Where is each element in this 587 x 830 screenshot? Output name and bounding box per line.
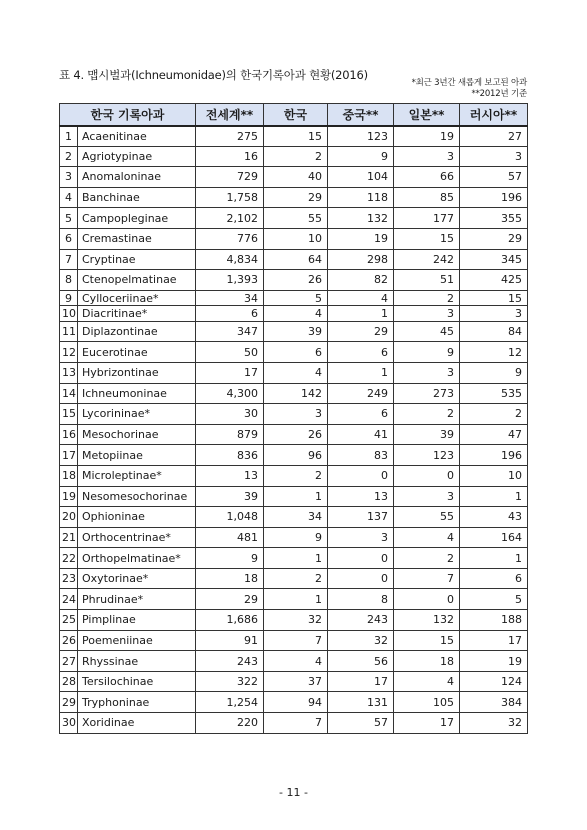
- cell-world: 243: [196, 651, 264, 672]
- cell-korea: 4: [264, 306, 328, 322]
- cell-name: Ophioninae: [78, 507, 196, 528]
- cell-china: 118: [328, 187, 394, 208]
- cell-world: 6: [196, 306, 264, 322]
- table-row: [60, 548, 528, 569]
- cell-japan: 15: [394, 630, 460, 651]
- cell-name: Cryptinae: [78, 249, 196, 270]
- subfamily-table: [59, 103, 528, 734]
- cell-china: 9: [328, 146, 394, 167]
- cell-world: 1,393: [196, 270, 264, 291]
- cell-china: 82: [328, 270, 394, 291]
- cell-china: 137: [328, 507, 394, 528]
- cell-world: 29: [196, 589, 264, 610]
- cell-korea: 2: [264, 146, 328, 167]
- cell-world: 34: [196, 290, 264, 306]
- cell-china: 0: [328, 548, 394, 569]
- cell-no: 28: [60, 671, 78, 692]
- cell-name: Tersilochinae: [78, 671, 196, 692]
- cell-russia: 3: [460, 306, 528, 322]
- cell-no: 16: [60, 424, 78, 445]
- cell-world: 4,300: [196, 383, 264, 404]
- cell-no: 7: [60, 249, 78, 270]
- cell-no: 6: [60, 228, 78, 249]
- cell-china: 0: [328, 568, 394, 589]
- cell-japan: 19: [394, 126, 460, 147]
- cell-korea: 26: [264, 424, 328, 445]
- cell-russia: 17: [460, 630, 528, 651]
- cell-china: 56: [328, 651, 394, 672]
- cell-no: 24: [60, 589, 78, 610]
- cell-japan: 0: [394, 589, 460, 610]
- cell-name: Anomaloninae: [78, 167, 196, 188]
- cell-russia: 84: [460, 321, 528, 342]
- cell-japan: 51: [394, 270, 460, 291]
- cell-china: 32: [328, 630, 394, 651]
- cell-name: Orthopelmatinae*: [78, 548, 196, 569]
- cell-japan: 15: [394, 228, 460, 249]
- cell-japan: 55: [394, 507, 460, 528]
- cell-name: Orthocentrinae*: [78, 527, 196, 548]
- cell-korea: 4: [264, 362, 328, 383]
- header-korea: 한국: [264, 104, 328, 126]
- table-row: [60, 146, 528, 167]
- cell-name: Poemeniinae: [78, 630, 196, 651]
- cell-china: 104: [328, 167, 394, 188]
- cell-japan: 3: [394, 306, 460, 322]
- table-caption: 표 4. 맵시벌과(Ichneumonidae)의 한국기록아과 현황(2016): [59, 68, 368, 82]
- cell-china: 29: [328, 321, 394, 342]
- cell-russia: 124: [460, 671, 528, 692]
- cell-no: 27: [60, 651, 78, 672]
- cell-russia: 3: [460, 146, 528, 167]
- cell-japan: 17: [394, 713, 460, 734]
- cell-russia: 5: [460, 589, 528, 610]
- cell-russia: 29: [460, 228, 528, 249]
- cell-china: 1: [328, 306, 394, 322]
- cell-china: 123: [328, 126, 394, 147]
- cell-china: 6: [328, 404, 394, 425]
- cell-russia: 535: [460, 383, 528, 404]
- cell-china: 3: [328, 527, 394, 548]
- cell-china: 13: [328, 486, 394, 507]
- table-row: [60, 507, 528, 528]
- cell-korea: 142: [264, 383, 328, 404]
- cell-russia: 1: [460, 548, 528, 569]
- cell-no: 21: [60, 527, 78, 548]
- cell-korea: 55: [264, 208, 328, 229]
- cell-world: 1,048: [196, 507, 264, 528]
- cell-china: 8: [328, 589, 394, 610]
- cell-name: Agriotypinae: [78, 146, 196, 167]
- cell-world: 347: [196, 321, 264, 342]
- cell-japan: 9: [394, 342, 460, 363]
- table-row: [60, 208, 528, 229]
- cell-japan: 177: [394, 208, 460, 229]
- cell-name: Cylloceriinae*: [78, 290, 196, 306]
- cell-china: 6: [328, 342, 394, 363]
- page-number: - 11 -: [279, 786, 308, 799]
- cell-name: Metopiinae: [78, 445, 196, 466]
- cell-name: Pimplinae: [78, 610, 196, 631]
- cell-china: 17: [328, 671, 394, 692]
- cell-name: Ctenopelmatinae: [78, 270, 196, 291]
- cell-china: 132: [328, 208, 394, 229]
- cell-world: 91: [196, 630, 264, 651]
- header-japan: 일본**: [394, 104, 460, 126]
- cell-name: Cremastinae: [78, 228, 196, 249]
- table-row: [60, 321, 528, 342]
- table-row: [60, 424, 528, 445]
- cell-korea: 1: [264, 589, 328, 610]
- table-row: [60, 187, 528, 208]
- cell-japan: 4: [394, 671, 460, 692]
- cell-japan: 66: [394, 167, 460, 188]
- cell-no: 5: [60, 208, 78, 229]
- cell-japan: 132: [394, 610, 460, 631]
- cell-japan: 3: [394, 146, 460, 167]
- table-row: [60, 465, 528, 486]
- cell-name: Diplazontinae: [78, 321, 196, 342]
- cell-no: 11: [60, 321, 78, 342]
- cell-korea: 94: [264, 692, 328, 713]
- cell-japan: 18: [394, 651, 460, 672]
- table-row: [60, 486, 528, 507]
- cell-no: 9: [60, 290, 78, 306]
- cell-korea: 6: [264, 342, 328, 363]
- cell-name: Nesomesochorinae: [78, 486, 196, 507]
- note-2012-basis: **2012년 기준: [471, 89, 527, 99]
- cell-russia: 2: [460, 404, 528, 425]
- cell-china: 0: [328, 465, 394, 486]
- cell-korea: 3: [264, 404, 328, 425]
- cell-korea: 1: [264, 486, 328, 507]
- cell-russia: 188: [460, 610, 528, 631]
- cell-japan: 0: [394, 465, 460, 486]
- cell-world: 879: [196, 424, 264, 445]
- cell-china: 41: [328, 424, 394, 445]
- cell-japan: 7: [394, 568, 460, 589]
- cell-no: 29: [60, 692, 78, 713]
- cell-world: 1,686: [196, 610, 264, 631]
- cell-no: 26: [60, 630, 78, 651]
- cell-name: Mesochorinae: [78, 424, 196, 445]
- table-row: [60, 167, 528, 188]
- cell-russia: 355: [460, 208, 528, 229]
- cell-korea: 7: [264, 713, 328, 734]
- cell-no: 17: [60, 445, 78, 466]
- cell-russia: 9: [460, 362, 528, 383]
- table-row: [60, 589, 528, 610]
- table-row: [60, 692, 528, 713]
- cell-korea: 4: [264, 651, 328, 672]
- cell-russia: 345: [460, 249, 528, 270]
- cell-china: 298: [328, 249, 394, 270]
- cell-china: 19: [328, 228, 394, 249]
- cell-no: 14: [60, 383, 78, 404]
- cell-name: Xoridinae: [78, 713, 196, 734]
- cell-no: 10: [60, 306, 78, 322]
- cell-russia: 15: [460, 290, 528, 306]
- header-russia: 러시아**: [460, 104, 528, 126]
- cell-japan: 105: [394, 692, 460, 713]
- header-korean-subfamily: 한국 기록아과: [60, 104, 196, 126]
- table-row: [60, 383, 528, 404]
- cell-no: 25: [60, 610, 78, 631]
- header-china: 중국**: [328, 104, 394, 126]
- cell-japan: 85: [394, 187, 460, 208]
- cell-world: 18: [196, 568, 264, 589]
- cell-china: 4: [328, 290, 394, 306]
- cell-no: 13: [60, 362, 78, 383]
- cell-name: Lycorininae*: [78, 404, 196, 425]
- cell-china: 249: [328, 383, 394, 404]
- cell-no: 1: [60, 126, 78, 147]
- table-row: [60, 610, 528, 631]
- cell-no: 2: [60, 146, 78, 167]
- cell-korea: 29: [264, 187, 328, 208]
- cell-russia: 12: [460, 342, 528, 363]
- cell-no: 20: [60, 507, 78, 528]
- table-row: [60, 404, 528, 425]
- cell-korea: 96: [264, 445, 328, 466]
- cell-no: 19: [60, 486, 78, 507]
- cell-name: Campopleginae: [78, 208, 196, 229]
- cell-china: 131: [328, 692, 394, 713]
- cell-russia: 10: [460, 465, 528, 486]
- cell-world: 2,102: [196, 208, 264, 229]
- cell-world: 4,834: [196, 249, 264, 270]
- cell-russia: 384: [460, 692, 528, 713]
- cell-world: 39: [196, 486, 264, 507]
- cell-korea: 1: [264, 548, 328, 569]
- cell-russia: 57: [460, 167, 528, 188]
- cell-korea: 40: [264, 167, 328, 188]
- table-row: [60, 306, 528, 322]
- cell-world: 776: [196, 228, 264, 249]
- cell-korea: 39: [264, 321, 328, 342]
- cell-korea: 34: [264, 507, 328, 528]
- cell-japan: 2: [394, 404, 460, 425]
- table-row: [60, 713, 528, 734]
- table-header-row: [60, 104, 528, 126]
- cell-world: 220: [196, 713, 264, 734]
- cell-world: 16: [196, 146, 264, 167]
- cell-russia: 6: [460, 568, 528, 589]
- cell-china: 57: [328, 713, 394, 734]
- note-new-subfamilies: *최근 3년간 새롭게 보고된 아과: [411, 78, 527, 88]
- cell-korea: 10: [264, 228, 328, 249]
- cell-korea: 7: [264, 630, 328, 651]
- cell-name: Eucerotinae: [78, 342, 196, 363]
- cell-russia: 32: [460, 713, 528, 734]
- cell-world: 30: [196, 404, 264, 425]
- cell-name: Rhyssinae: [78, 651, 196, 672]
- cell-japan: 2: [394, 548, 460, 569]
- cell-no: 4: [60, 187, 78, 208]
- table-row: [60, 126, 528, 147]
- cell-china: 243: [328, 610, 394, 631]
- table-row: [60, 342, 528, 363]
- cell-name: Oxytorinae*: [78, 568, 196, 589]
- table-row: [60, 249, 528, 270]
- cell-name: Banchinae: [78, 187, 196, 208]
- cell-japan: 2: [394, 290, 460, 306]
- cell-korea: 2: [264, 465, 328, 486]
- table-row: [60, 527, 528, 548]
- table-row: [60, 270, 528, 291]
- cell-name: Acaenitinae: [78, 126, 196, 147]
- cell-no: 18: [60, 465, 78, 486]
- cell-japan: 3: [394, 486, 460, 507]
- cell-name: Phrudinae*: [78, 589, 196, 610]
- cell-korea: 2: [264, 568, 328, 589]
- cell-name: Ichneumoninae: [78, 383, 196, 404]
- cell-world: 9: [196, 548, 264, 569]
- cell-russia: 47: [460, 424, 528, 445]
- table-row: [60, 568, 528, 589]
- table-row: [60, 671, 528, 692]
- cell-name: Hybrizontinae: [78, 362, 196, 383]
- cell-world: 13: [196, 465, 264, 486]
- cell-name: Microleptinae*: [78, 465, 196, 486]
- cell-japan: 4: [394, 527, 460, 548]
- cell-japan: 3: [394, 362, 460, 383]
- cell-world: 481: [196, 527, 264, 548]
- table-row: [60, 290, 528, 306]
- cell-korea: 64: [264, 249, 328, 270]
- cell-china: 1: [328, 362, 394, 383]
- cell-russia: 425: [460, 270, 528, 291]
- cell-russia: 164: [460, 527, 528, 548]
- cell-russia: 196: [460, 445, 528, 466]
- cell-no: 3: [60, 167, 78, 188]
- cell-japan: 39: [394, 424, 460, 445]
- table-row: [60, 651, 528, 672]
- cell-world: 50: [196, 342, 264, 363]
- table-row: [60, 362, 528, 383]
- cell-no: 8: [60, 270, 78, 291]
- header-world: 전세계**: [196, 104, 264, 126]
- cell-japan: 273: [394, 383, 460, 404]
- cell-no: 30: [60, 713, 78, 734]
- table-row: [60, 630, 528, 651]
- table-notes: [327, 78, 527, 100]
- cell-russia: 19: [460, 651, 528, 672]
- table-row: [60, 445, 528, 466]
- cell-world: 17: [196, 362, 264, 383]
- cell-world: 322: [196, 671, 264, 692]
- cell-korea: 9: [264, 527, 328, 548]
- cell-russia: 196: [460, 187, 528, 208]
- table-body: [60, 126, 528, 734]
- cell-korea: 37: [264, 671, 328, 692]
- cell-world: 729: [196, 167, 264, 188]
- cell-world: 1,758: [196, 187, 264, 208]
- cell-japan: 242: [394, 249, 460, 270]
- cell-world: 275: [196, 126, 264, 147]
- cell-name: Tryphoninae: [78, 692, 196, 713]
- cell-world: 836: [196, 445, 264, 466]
- cell-no: 22: [60, 548, 78, 569]
- table-row: [60, 228, 528, 249]
- cell-korea: 26: [264, 270, 328, 291]
- cell-russia: 1: [460, 486, 528, 507]
- cell-korea: 15: [264, 126, 328, 147]
- cell-no: 15: [60, 404, 78, 425]
- cell-russia: 27: [460, 126, 528, 147]
- cell-no: 12: [60, 342, 78, 363]
- cell-japan: 123: [394, 445, 460, 466]
- cell-korea: 32: [264, 610, 328, 631]
- cell-name: Diacritinae*: [78, 306, 196, 322]
- cell-china: 83: [328, 445, 394, 466]
- cell-russia: 43: [460, 507, 528, 528]
- cell-japan: 45: [394, 321, 460, 342]
- cell-world: 1,254: [196, 692, 264, 713]
- cell-korea: 5: [264, 290, 328, 306]
- cell-no: 23: [60, 568, 78, 589]
